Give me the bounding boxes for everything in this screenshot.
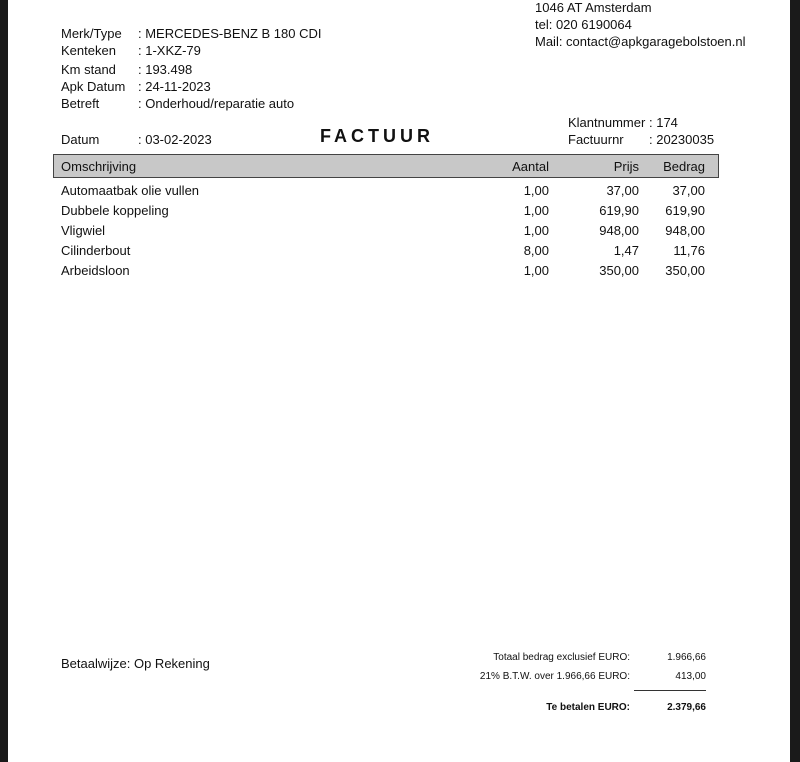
table-row bbox=[8, 183, 790, 203]
header-aantal: Aantal bbox=[512, 159, 549, 174]
datum-value: : 03-02-2023 bbox=[138, 132, 212, 147]
vehicle-label-km: Km stand bbox=[61, 62, 116, 77]
garage-postcode-city: 1046 AT Amsterdam bbox=[535, 0, 652, 15]
btw-label: 21% B.T.W. over 1.966,66 EURO: bbox=[479, 671, 630, 682]
row-prijs: 619,90 bbox=[599, 203, 639, 218]
vehicle-label-betreft: Betreft bbox=[61, 96, 100, 111]
row-aantal: 1,00 bbox=[523, 183, 549, 198]
row-omschrijving: Dubbele koppeling bbox=[61, 203, 169, 218]
row-omschrijving: Automaatbak olie vullen bbox=[61, 183, 200, 198]
vehicle-value-merk: : MERCEDES-BENZ B 180 CDI bbox=[138, 26, 322, 41]
row-aantal: 1,00 bbox=[523, 223, 549, 238]
row-aantal: 1,00 bbox=[523, 263, 549, 278]
klantnummer-value: : 174 bbox=[649, 115, 678, 130]
header-omschrijving: Omschrijving bbox=[61, 159, 137, 174]
total-excl-value: 1.966,66 bbox=[667, 652, 706, 663]
vehicle-value-betreft: : Onderhoud/reparatie auto bbox=[138, 96, 295, 111]
row-prijs: 350,00 bbox=[599, 263, 639, 278]
vehicle-value-apk: : 24-11-2023 bbox=[138, 79, 211, 94]
factuurnr-label: Factuurnr bbox=[568, 132, 624, 147]
row-aantal: 1,00 bbox=[523, 203, 549, 218]
invoice-page bbox=[8, 0, 790, 762]
vehicle-value-kenteken: : 1-XKZ-79 bbox=[138, 43, 201, 58]
row-prijs: 948,00 bbox=[599, 223, 639, 238]
header-prijs: Prijs bbox=[613, 159, 639, 174]
payment-method: Betaalwijze: Op Rekening bbox=[61, 656, 210, 671]
vehicle-label-apk: Apk Datum bbox=[61, 79, 126, 94]
table-row bbox=[8, 263, 790, 283]
row-omschrijving: Cilinderbout bbox=[61, 243, 131, 258]
table-row bbox=[8, 203, 790, 223]
row-prijs: 1,47 bbox=[613, 243, 639, 258]
total-due-value: 2.379,66 bbox=[667, 702, 706, 713]
table-row bbox=[8, 223, 790, 243]
row-prijs: 37,00 bbox=[606, 183, 639, 198]
row-omschrijving: Arbeidsloon bbox=[61, 263, 130, 278]
row-aantal: 8,00 bbox=[523, 243, 549, 258]
row-bedrag: 948,00 bbox=[665, 223, 705, 238]
table-header bbox=[53, 154, 719, 178]
btw-value: 413,00 bbox=[675, 671, 706, 682]
table-row bbox=[8, 243, 790, 263]
garage-tel: tel: 020 6190064 bbox=[535, 17, 632, 32]
total-due-label: Te betalen EURO: bbox=[546, 702, 630, 713]
row-bedrag: 350,00 bbox=[665, 263, 705, 278]
datum-label: Datum bbox=[61, 132, 100, 147]
row-bedrag: 37,00 bbox=[672, 183, 705, 198]
vehicle-label-kenteken: Kenteken bbox=[61, 43, 116, 58]
factuurnr-value: : 20230035 bbox=[649, 132, 715, 147]
row-bedrag: 619,90 bbox=[665, 203, 705, 218]
total-excl-label: Totaal bedrag exclusief EURO: bbox=[493, 652, 630, 663]
vehicle-value-km: : 193.498 bbox=[138, 62, 193, 77]
header-bedrag: Bedrag bbox=[663, 159, 705, 174]
garage-mail: Mail: contact@apkgaragebolstoen.nl bbox=[535, 34, 746, 49]
invoice-title: FACTUUR bbox=[320, 126, 434, 146]
vehicle-label-merk: Merk/Type bbox=[61, 26, 122, 41]
sum-divider bbox=[634, 690, 706, 691]
klantnummer-label: Klantnummer bbox=[568, 115, 646, 130]
row-omschrijving: Vligwiel bbox=[61, 223, 106, 238]
row-bedrag: 11,76 bbox=[673, 243, 705, 258]
